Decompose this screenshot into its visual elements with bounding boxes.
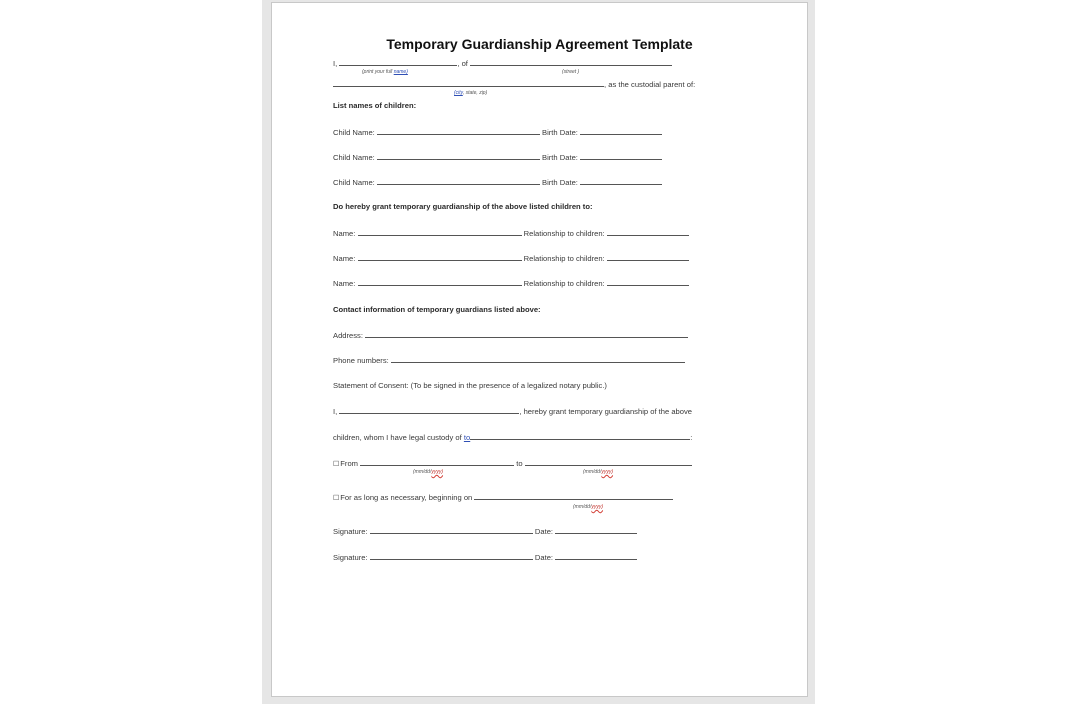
phone-label: Phone numbers: <box>333 356 389 365</box>
hint-city: (city, state, zip) <box>454 90 488 96</box>
to-label: to <box>516 459 523 468</box>
guardian-name-field[interactable] <box>358 253 522 261</box>
page-title: Temporary Guardianship Agreement Template <box>386 36 693 52</box>
child-name-label: Child Name: <box>333 178 375 187</box>
guardian-name-field[interactable] <box>358 228 522 236</box>
child-name-field[interactable] <box>377 127 540 135</box>
address-line <box>333 330 688 341</box>
from-to-line <box>333 458 692 470</box>
city-state-zip-field[interactable] <box>333 79 604 87</box>
guardian-name-label: Name: <box>333 279 356 288</box>
to-link: to <box>463 433 471 442</box>
to-date-field[interactable] <box>525 458 692 466</box>
address-label: Address: <box>333 331 363 340</box>
child-row <box>333 152 662 163</box>
from-label: From <box>340 459 358 468</box>
child-row <box>333 177 662 188</box>
date-label: Date: <box>534 527 554 536</box>
date-field[interactable] <box>555 526 637 534</box>
birth-date-field[interactable] <box>580 127 662 135</box>
street-field[interactable] <box>470 58 672 66</box>
birth-date-label: Birth Date: <box>542 128 578 137</box>
consent-line-2: children, whom I have legal custody of to : <box>333 433 693 442</box>
child-name-field[interactable] <box>377 152 540 160</box>
guardian-name-label: Name: <box>333 254 356 263</box>
contact-heading: Contact information of temporary guardians listed above: <box>333 305 541 314</box>
consent-name-field[interactable] <box>339 406 519 414</box>
custodial-parent-label: , as the custodial parent of: <box>604 80 696 89</box>
hint-street: (street ) <box>562 69 580 75</box>
child-row <box>333 127 662 138</box>
grant-heading: Do hereby grant temporary guardianship of the above listed children to: <box>333 202 593 211</box>
long-as-necessary-line <box>333 492 673 504</box>
birth-date-field[interactable] <box>580 152 662 160</box>
birth-date-label: Birth Date: <box>542 178 578 187</box>
guardian-row <box>333 278 689 289</box>
of-label: , of <box>457 59 468 68</box>
consent-statement: Statement of Consent: (To be signed in the presence of a legalized notary public.) <box>333 381 607 390</box>
city-line <box>333 79 695 90</box>
phone-line <box>333 355 685 366</box>
consent-grant-text: , hereby grant temporary guardianship of the above <box>519 407 693 416</box>
hint-to-date: (mm/dd/yyyy) <box>583 469 614 475</box>
long-as-necessary-label: For as long as necessary, beginning on <box>340 493 473 502</box>
guardian-row <box>333 228 689 239</box>
child-name-label: Child Name: <box>333 128 375 137</box>
birth-date-field[interactable] <box>580 177 662 185</box>
signature-label: Signature: <box>333 527 368 536</box>
custody-field[interactable] <box>470 432 690 440</box>
custody-text: children, whom I have legal custody of <box>333 433 462 442</box>
checkbox-icon[interactable]: ☐ <box>333 495 340 502</box>
consent-line-1 <box>333 406 692 417</box>
beginning-date-field[interactable] <box>474 492 673 500</box>
signature-label: Signature: <box>333 553 368 562</box>
signature-field[interactable] <box>370 552 533 560</box>
child-name-field[interactable] <box>377 177 540 185</box>
checkbox-icon[interactable]: ☐ <box>333 461 340 468</box>
birth-date-label: Birth Date: <box>542 153 578 162</box>
relationship-field[interactable] <box>607 253 689 261</box>
relationship-label: Relationship to children: <box>523 279 605 288</box>
children-heading: List names of children: <box>333 101 417 110</box>
document-page <box>271 2 808 697</box>
date-field[interactable] <box>555 552 637 560</box>
hint-beginning-date: (mm/dd/yyyy) <box>573 504 604 510</box>
parent-name-line <box>333 58 672 69</box>
relationship-field[interactable] <box>607 228 689 236</box>
date-label: Date: <box>534 553 554 562</box>
from-date-field[interactable] <box>360 458 514 466</box>
guardian-name-field[interactable] <box>358 278 522 286</box>
child-name-label: Child Name: <box>333 153 375 162</box>
relationship-field[interactable] <box>607 278 689 286</box>
guardian-row <box>333 253 689 264</box>
signature-row <box>333 526 637 537</box>
relationship-label: Relationship to children: <box>523 229 605 238</box>
signature-row <box>333 552 637 563</box>
address-field[interactable] <box>365 330 688 338</box>
i-label: I, <box>333 59 338 68</box>
phone-field[interactable] <box>391 355 685 363</box>
i-label: I, <box>333 407 338 416</box>
guardian-name-label: Name: <box>333 229 356 238</box>
parent-name-field[interactable] <box>339 58 457 66</box>
hint-print-name: (print your full name) <box>362 69 408 75</box>
relationship-label: Relationship to children: <box>523 254 605 263</box>
hint-from-date: (mm/dd/yyyy) <box>413 469 444 475</box>
signature-field[interactable] <box>370 526 533 534</box>
